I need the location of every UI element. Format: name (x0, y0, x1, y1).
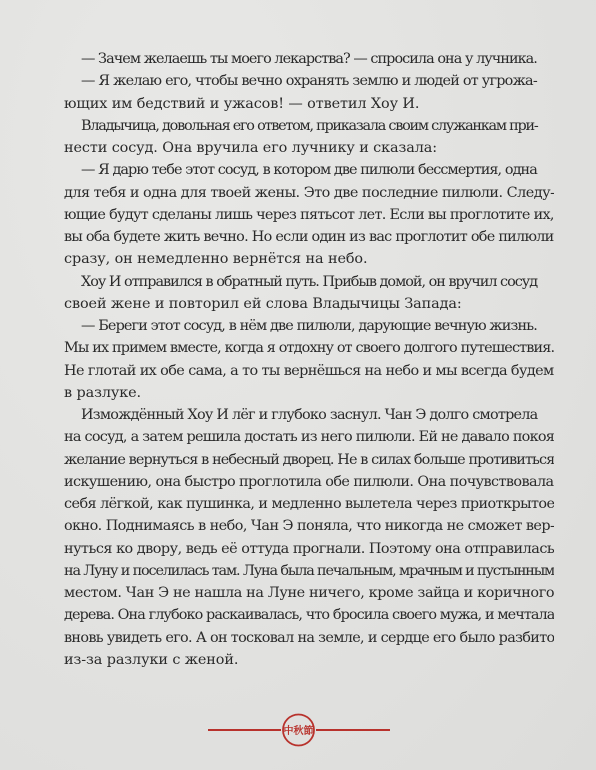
text-line: нести сосуд. Она вручила его лучнику и сказала: (64, 140, 438, 156)
text-line: — Я желаю его, чтобы вечно охранять землю и людей от угрожа- (81, 73, 537, 90)
text-line: Хоу И отправился в обратный путь. Прибыв домой, он вручил сосуд (81, 273, 538, 290)
text-line: искушению, она быстро проглотила обе пилюли. Она почувствовала (64, 473, 554, 490)
text-line: вновь увидеть его. А он тосковал на земле, и сердце его было разбито (64, 629, 554, 646)
text-line: — Я дарю тебе этот сосуд, в котором две пилюли бессмертия, одна (81, 162, 537, 179)
ornament-seal-text: 中秋節 (283, 726, 314, 737)
text-line: местом. Чан Э не нашла на Луне ничего, кроме зайца и коричного (64, 585, 554, 601)
text-line: на сосуд, а затем решила достать из него пилюли. Ей не давало покоя (64, 429, 554, 446)
text-line: — Береги этот сосуд, в нём две пилюли, дарующие вечную жизнь. (81, 318, 537, 334)
text-line: Не глотай их обе сама, а то ты вернёшься на небо и мы всегда будем (64, 362, 554, 379)
text-line: Измождённый Хоу И лёг и глубоко заснул. Чан Э долго смотрела (81, 407, 538, 423)
text-line: желание вернуться в небесный дворец. Не в силах больше противиться (64, 451, 554, 468)
text-line: — Зачем желаешь ты моего лекарства? — спросила она у лучника. (81, 51, 537, 67)
text-line: окно. Поднимаясь в небо, Чан Э поняла, что никогда не сможет вер- (64, 518, 554, 535)
ornament (0, 712, 596, 752)
text-line: для тебя и одна для твоей жены. Это две последние пилюли. Следу- (64, 184, 554, 201)
text-line: дерева. Она глубоко раскаивалась, что бросила своего мужа, и мечтала (64, 607, 554, 624)
ornament-graphic (208, 715, 390, 746)
text-line: своей жене и повторил ей слова Владычицы Запада: (64, 295, 462, 312)
text-line: Владычица, довольная его ответом, приказала своим служанкам при- (81, 117, 538, 134)
text-line: на Луну и поселилась там. Луна была печальным, мрачным и пустынным (64, 562, 554, 579)
text-line: из-за разлуки с женой. (64, 651, 239, 668)
text-line: вы оба будете жить вечно. Но если один из вас проглотит обе пилюли (64, 229, 554, 245)
text-line: себя лёгкой, как пушинка, и медленно вылетела через приоткрытое (64, 496, 554, 512)
text-line: ющие будут сделаны лишь через пятьсот лет. Если вы проглотите их, (64, 206, 554, 223)
text-line: в разлуке. (64, 384, 142, 401)
text-line: ющих им бедствий и ужасов! — ответил Хоу И. (64, 95, 420, 112)
text-line: сразу, он немедленно вернётся на небо. (64, 251, 368, 268)
text-line: Мы их примем вместе, когда я отдохну от своего долгого путешествия. (64, 340, 554, 357)
text-body (64, 49, 554, 670)
text-line: нуться ко двору, ведь её оттуда прогнали. Поэтому она отправилась (64, 540, 554, 557)
